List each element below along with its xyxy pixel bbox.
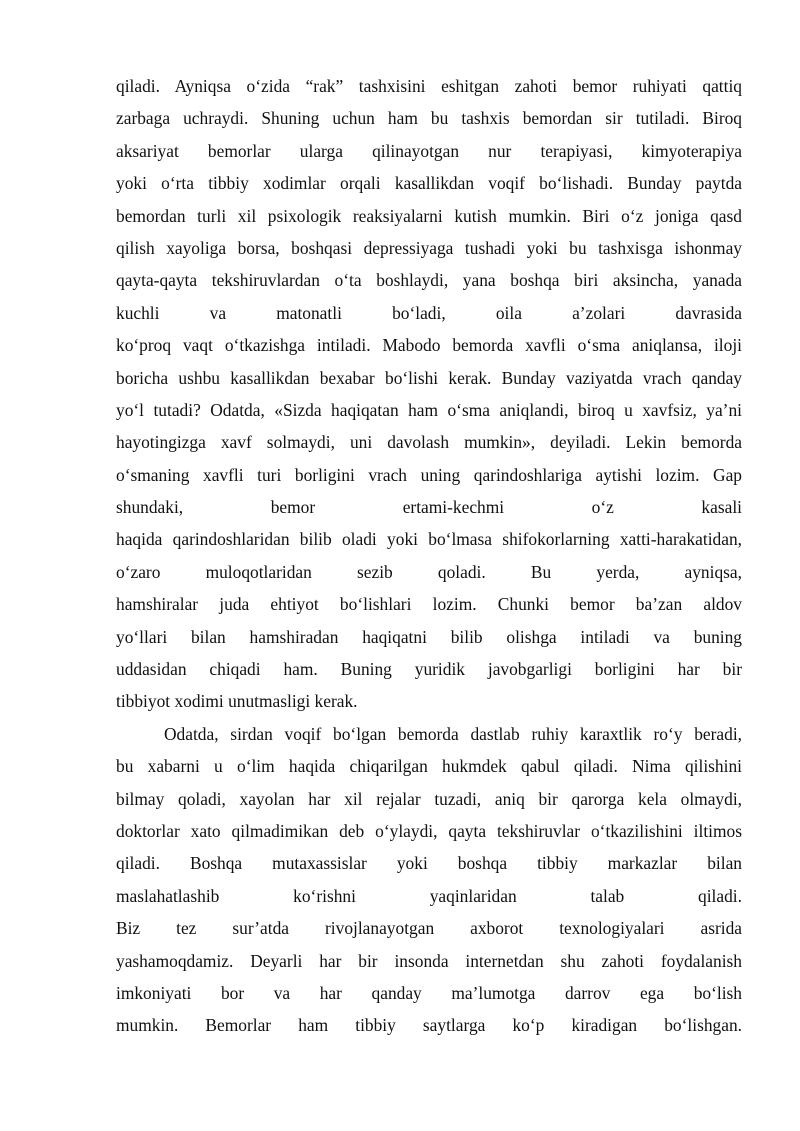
text-line: hamshiralar juda ehtiyot bo‘lishlari lozim. Chunki bemor ba’zan aldov xyxy=(116,594,742,615)
text-line: hayotingizga xavf solmaydi, uni davolash mumkin», deyiladi. Lekin bemorda xyxy=(116,432,742,453)
text-line: qiladi. Boshqa mutaxassislar yoki boshqa tibbiy markazlar bilan xyxy=(116,853,742,874)
text-line: o‘zaro muloqotlaridan sezib qoladi. Bu yerda, ayniqsa, xyxy=(116,561,742,582)
text-line: yoki o‘rta tibbiy xodimlar orqali kasallikdan voqif bo‘lishadi. Bunday paytda xyxy=(116,173,742,194)
text-line: o‘smaning xavfli turi borligini vrach uning qarindoshlariga aytishi lozim. Gap xyxy=(116,464,742,485)
text-line: mumkin. Bemorlar ham tibbiy saytlarga ko‘p kiradigan bo‘lishgan. xyxy=(116,1015,742,1036)
text-line: Biz tez sur’atda rivojlanayotgan axborot texnologiyalari asrida xyxy=(116,918,742,939)
text-line: yo‘l tutadi? Odatda, «Sizda haqiqatan ham o‘sma aniqlandi, biroq u xavfsiz, ya’ni xyxy=(116,399,742,420)
text-line: imkoniyati bor va har qanday ma’lumotga darrov ega bo‘lish xyxy=(116,982,742,1003)
text-line: uddasidan chiqadi ham. Buning yuridik javobgarligi borligini har bir xyxy=(116,659,742,680)
text-line: qayta-qayta tekshiruvlardan o‘ta boshlaydi, yana boshqa biri aksincha, yanada xyxy=(116,270,742,291)
text-line: Odatda, sirdan voqif bo‘lgan bemorda dastlab ruhiy karaxtlik ro‘y beradi, xyxy=(164,723,742,744)
text-line: kuchli va matonatli bo‘ladi, oila a’zolari davrasida xyxy=(116,302,742,323)
text-line: bemordan turli xil psixologik reaksiyalarni kutish mumkin. Biri o‘z joniga qasd xyxy=(116,205,742,226)
text-line: yo‘llari bilan hamshiradan haqiqatni bilib olishga intiladi va buning xyxy=(116,626,742,647)
text-line: bu xabarni u o‘lim haqida chiqarilgan hukmdek qabul qiladi. Nima qilishini xyxy=(116,756,742,777)
text-line: zarbaga uchraydi. Shuning uchun ham bu tashxis bemordan sir tutiladi. Biroq xyxy=(116,108,742,129)
text-line: doktorlar xato qilmadimikan deb o‘ylaydi, qayta tekshiruvlar o‘tkazilishini iltimos xyxy=(116,820,742,841)
text-line: bilmay qoladi, xayolan har xil rejalar tuzadi, aniq bir qarorga kela olmaydi, xyxy=(116,788,742,809)
text-line: ko‘proq vaqt o‘tkazishga intiladi. Mabodo bemorda xavfli o‘sma aniqlansa, iloji xyxy=(116,335,742,356)
text-line: qilish xayoliga borsa, boshqasi depressiyaga tushadi yoki bu tashxisga ishonmay xyxy=(116,237,742,258)
text-line: yashamoqdamiz. Deyarli har bir insonda internetdan shu zahoti foydalanish xyxy=(116,950,742,971)
text-line: aksariyat bemorlar ularga qilinayotgan nur terapiyasi, kimyoterapiya xyxy=(116,140,742,161)
document-page xyxy=(116,70,742,1042)
text-line: haqida qarindoshlaridan bilib oladi yoki bo‘lmasa shifokorlarning xatti-harakatidan, xyxy=(116,529,742,550)
text-line: qiladi. Ayniqsa o‘zida “rak” tashxisini eshitgan zahoti bemor ruhiyati qattiq xyxy=(116,76,742,96)
text-line: shundaki, bemor ertami-kechmi o‘z kasali xyxy=(116,497,742,518)
text-line: maslahatlashib ko‘rishni yaqinlaridan talab qiladi. xyxy=(116,885,742,906)
text-line: tibbiyot xodimi unutmasligi kerak. xyxy=(116,691,358,712)
text-line: boricha ushbu kasallikdan bexabar bo‘lishi kerak. Bunday vaziyatda vrach qanday xyxy=(116,367,742,388)
